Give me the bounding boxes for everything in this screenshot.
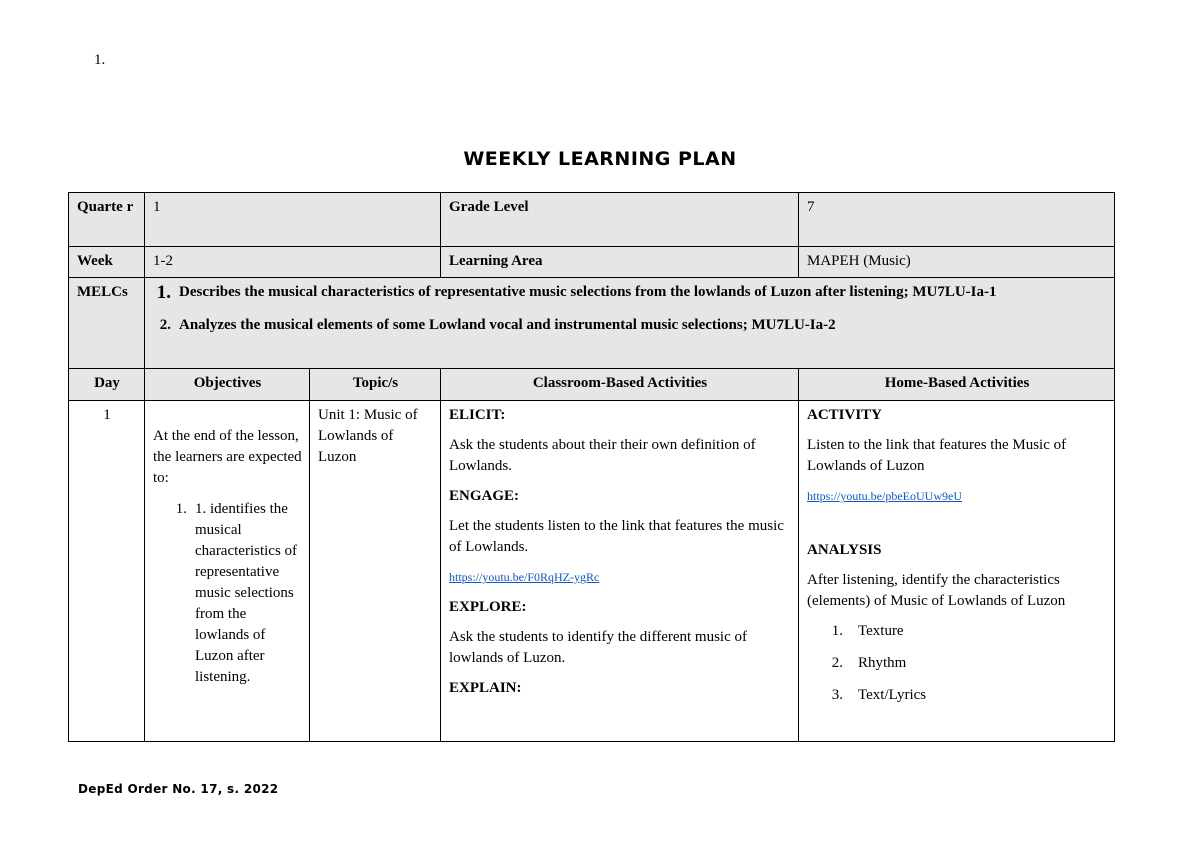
explain-heading: EXPLAIN: xyxy=(449,680,522,696)
melcs-list xyxy=(145,278,1114,342)
week-row xyxy=(69,247,1115,278)
list-item-number: 2. xyxy=(831,655,843,671)
objective-number: 1. xyxy=(175,501,187,517)
learning-area-value: MAPEH (Music) xyxy=(807,253,911,269)
column-header-topics: Topic/s xyxy=(352,375,399,391)
elicit-text: Ask the students about their their own definition of Lowlands. xyxy=(449,437,756,474)
grade-level-label: Grade Level xyxy=(449,199,529,215)
page-number: 1. xyxy=(94,52,106,68)
melc-text: Describes the musical characteristics of representative music selections from the lowlands of Luzon after listening; MU7LU-Ia-1 xyxy=(179,284,997,300)
melcs-row xyxy=(69,278,1115,369)
engage-heading: ENGAGE: xyxy=(449,488,520,504)
quarter-row xyxy=(69,193,1115,247)
analysis-heading: ANALYSIS xyxy=(807,542,882,558)
engage-text: Let the students listen to the link that features the music of Lowlands. xyxy=(449,518,784,555)
list-item xyxy=(807,685,1107,706)
day-number: 1 xyxy=(103,407,111,423)
column-header-day: Day xyxy=(94,375,120,391)
objective-text: 1. identifies the musical characteristics of representative music selections from the lowlands of Luzon after listening. xyxy=(195,501,298,685)
list-item-text: Text/Lyrics xyxy=(858,687,927,703)
activity-video-link[interactable]: https://youtu.be/pbeEoUUw9eU xyxy=(807,489,962,503)
week-label: Week xyxy=(77,253,113,269)
activity-text: Listen to the link that features the Music of Lowlands of Luzon xyxy=(807,437,1067,474)
learning-area-label: Learning Area xyxy=(449,253,543,269)
learning-plan-table xyxy=(68,192,1115,742)
melc-item xyxy=(145,282,1114,303)
objective-item xyxy=(153,499,302,688)
list-item xyxy=(807,621,1107,642)
objectives-intro: At the end of the lesson, the learners are expected to: xyxy=(153,428,302,486)
elicit-heading: ELICIT: xyxy=(449,407,506,423)
quarter-value: 1 xyxy=(153,199,161,215)
melc-number: 2. xyxy=(159,317,171,333)
footer-deped-order: DepEd Order No. 17, s. 2022 xyxy=(78,782,279,796)
explore-heading: EXPLORE: xyxy=(449,599,527,615)
melc-number: 1. xyxy=(156,282,171,303)
column-header-row xyxy=(69,369,1115,401)
week-value: 1-2 xyxy=(153,253,173,269)
column-header-objectives: Objectives xyxy=(193,375,262,391)
list-item-number: 3. xyxy=(831,687,843,703)
day-row xyxy=(69,401,1115,742)
list-item-text: Rhythm xyxy=(858,655,907,671)
explore-text: Ask the students to identify the different music of lowlands of Luzon. xyxy=(449,629,748,666)
melc-text: Analyzes the musical elements of some Lowland vocal and instrumental music selections; MU7LU-Ia-2 xyxy=(179,317,836,333)
quarter-label: Quarte r xyxy=(77,199,134,215)
elements-list xyxy=(807,621,1107,706)
page-title: WEEKLY LEARNING PLAN xyxy=(463,148,737,170)
engage-video-link[interactable]: https://youtu.be/F0RqHZ-ygRc xyxy=(449,570,600,584)
column-header-home-activities: Home-Based Activities xyxy=(884,375,1030,391)
column-header-classroom-activities: Classroom-Based Activities xyxy=(532,375,708,391)
melcs-label: MELCs xyxy=(77,284,128,300)
analysis-text: After listening, identify the characteristics (elements) of Music of Lowlands of Luzon xyxy=(807,572,1066,609)
topic-text: Unit 1: Music of Lowlands of Luzon xyxy=(318,407,418,465)
melc-item xyxy=(145,315,1114,336)
activity-heading: ACTIVITY xyxy=(807,407,883,423)
list-item-text: Texture xyxy=(858,623,904,639)
list-item-number: 1. xyxy=(831,623,843,639)
list-item xyxy=(807,653,1107,674)
grade-level-value: 7 xyxy=(807,199,815,215)
